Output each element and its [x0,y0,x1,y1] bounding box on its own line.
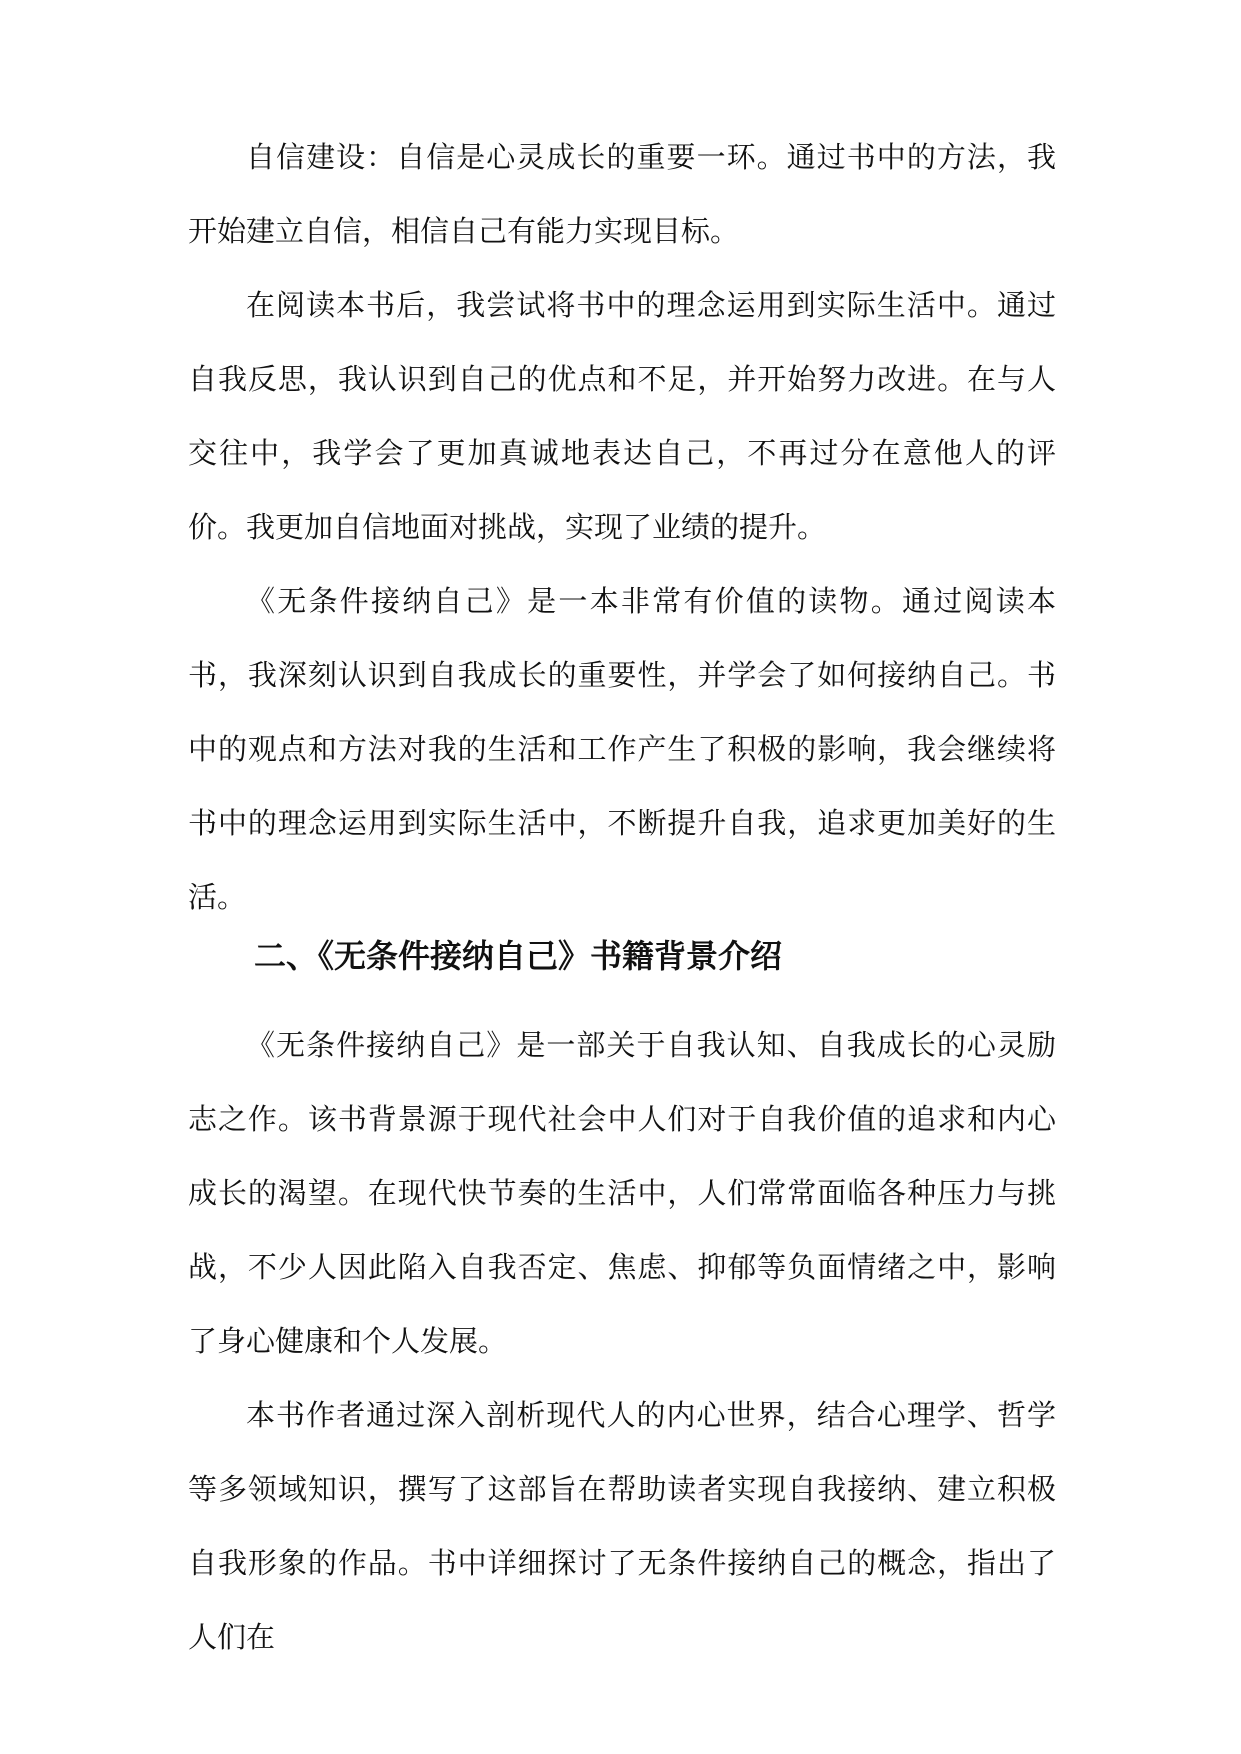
paragraph-book-value: 《无条件接纳自己》是一本非常有价值的读物。通过阅读本书，我深刻认识到自我成长的重要性，并学会了如何接纳自己。书中的观点和方法对我的生活和工作产生了积极的影响，我会继续将书中的理念运用到实际生活中，不断提升自我，追求更加美好的生活。 [188,584,1056,914]
paragraph-book-background: 《无条件接纳自己》是一部关于自我认知、自我成长的心灵励志之作。该书背景源于现代社会中人们对于自我价值的追求和内心成长的渴望。在现代快节奏的生活中，人们常常面临各种压力与挑战，不少人因此陷入自我否定、焦虑、抑郁等负面情绪之中，影响了身心健康和个人发展。 [188,1028,1056,1358]
section-heading: 二、《无条件接纳自己》书籍背景介绍 [254,937,783,975]
paragraph-confidence-building: 自信建设：自信是心灵成长的重要一环。通过书中的方法，我开始建立自信，相信自己有能力实现目标。 [188,140,1056,248]
paragraph-applying-ideas: 在阅读本书后，我尝试将书中的理念运用到实际生活中。通过自我反思，我认识到自己的优点和不足，并开始努力改进。在与人交往中，我学会了更加真诚地表达自己，不再过分在意他人的评价。我更加自信地面对挑战，实现了业绩的提升。 [188,288,1056,544]
paragraph-author-intro: 本书作者通过深入剖析现代人的内心世界，结合心理学、哲学等多领域知识，撰写了这部旨在帮助读者实现自我接纳、建立积极自我形象的作品。书中详细探讨了无条件接纳自己的概念，指出了人们在 [188,1398,1056,1654]
